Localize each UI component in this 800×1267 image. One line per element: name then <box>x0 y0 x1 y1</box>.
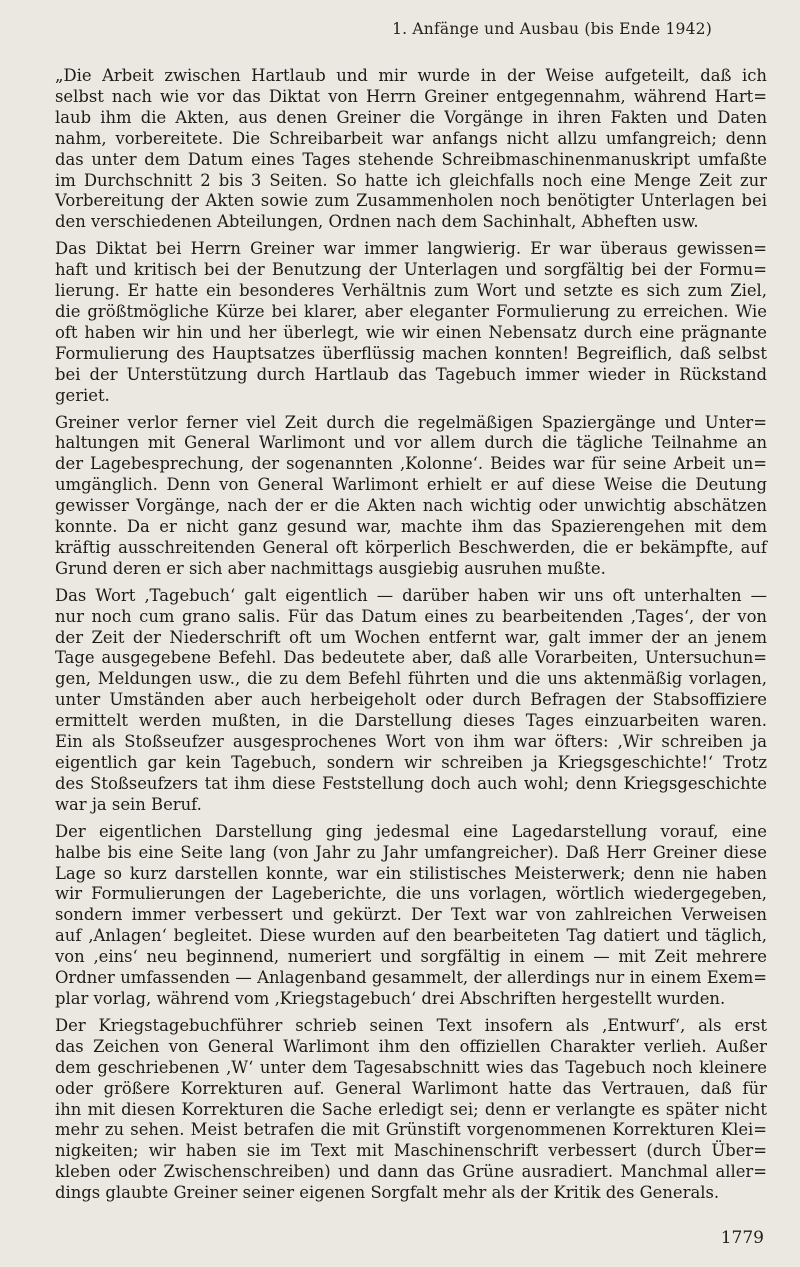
paragraph <box>55 239 767 406</box>
running-head: 1. Anfänge und Ausbau (bis Ende 1942) <box>392 20 712 38</box>
paragraph <box>55 822 767 1010</box>
text-line: Ein als Stoßseufzer ausgesprochenes Wort von ihm war öfters: ‚Wir schreiben ja <box>55 732 767 752</box>
text-line: Formulierung des Hauptsatzes überflüssig machen konnten! Begreiflich, daß selbst <box>55 343 767 363</box>
text-line: bei der Unterstützung durch Hartlaub das Tagebuch immer wieder in Rückstand <box>55 364 767 384</box>
page-number: 1779 <box>720 1228 764 1248</box>
text-line: oft haben wir hin und her überlegt, wie wir einen Nebensatz durch eine prägnante <box>55 322 767 342</box>
text-line: im Durchschnitt 2 bis 3 Seiten. So hatte ich gleichfalls noch eine Menge Zeit zur <box>55 170 767 190</box>
text-line: oder größere Korrekturen auf. General Warlimont hatte das Vertrauen, daß für <box>55 1078 767 1098</box>
body-text <box>55 66 767 1210</box>
paragraph <box>55 413 767 580</box>
text-line: gewisser Vorgänge, nach der er die Akten nach wichtig oder unwichtig abschätzen <box>55 496 767 516</box>
text-line: ermittelt werden mußten, in die Darstellung dieses Tages einzuarbeiten waren. <box>55 711 767 731</box>
text-line: nur noch cum grano salis. Für das Datum eines zu bearbeitenden ‚Tages‘, der von <box>55 606 767 626</box>
text-line: kleben oder Zwischenschreiben) und dann das Grüne ausradiert. Manchmal aller= <box>55 1162 767 1182</box>
text-line: geriet. <box>55 385 110 405</box>
text-line: Vorbereitung der Akten sowie zum Zusammenholen noch benötigter Unterlagen bei <box>55 191 767 211</box>
text-line: Das Diktat bei Herrn Greiner war immer langwierig. Er war überaus gewissen= <box>55 239 767 259</box>
text-line: selbst nach wie vor das Diktat von Herrn Greiner entgegennahm, während Hart= <box>55 86 767 106</box>
text-line: den verschiedenen Abteilungen, Ordnen nach dem Sachinhalt, Abheften usw. <box>55 212 699 232</box>
paragraph <box>55 586 767 816</box>
text-line: konnte. Da er nicht ganz gesund war, machte ihm das Spazierengehen mit dem <box>55 517 767 537</box>
text-line: sondern immer verbessert und gekürzt. Der Text war von zahlreichen Verweisen <box>55 905 767 925</box>
text-line: Tage ausgegebene Befehl. Das bedeutete aber, daß alle Vorarbeiten, Untersuchun= <box>55 648 767 668</box>
text-line: der Zeit der Niederschrift oft um Wochen entfernt war, galt immer der an jenem <box>55 627 767 647</box>
text-line: mehr zu sehen. Meist betrafen die mit Grünstift vorgenommenen Korrekturen Klei= <box>55 1120 767 1140</box>
text-line: der Lagebesprechung, der sogenannten ‚Kolonne‘. Beides war für seine Arbeit un= <box>55 454 767 474</box>
text-line: haft und kritisch bei der Benutzung der Unterlagen und sorgfältig bei der Formu= <box>55 260 767 280</box>
text-line: Das Wort ‚Tagebuch‘ galt eigentlich — darüber haben wir uns oft unterhalten — <box>55 585 767 605</box>
text-line: dings glaubte Greiner seiner eigenen Sorgfalt mehr als der Kritik des Generals. <box>55 1183 720 1203</box>
text-line: Grund deren er sich aber nachmittags ausgiebig ausruhen mußte. <box>55 558 606 578</box>
text-line: kräftig ausschreitenden General oft körperlich Beschwerden, die er bekämpfte, auf <box>55 537 767 557</box>
text-line: Lage so kurz darstellen konnte, war ein stilistisches Meisterwerk; denn nie haben <box>55 863 767 883</box>
text-line: Greiner verlor ferner viel Zeit durch die regelmäßigen Spaziergänge und Unter= <box>55 412 767 432</box>
text-line: laub ihm die Akten, aus denen Greiner die Vorgänge in ihren Fakten und Daten <box>55 107 767 127</box>
text-line: Der eigentlichen Darstellung ging jedesmal eine Lagedarstellung vorauf, eine <box>55 821 767 841</box>
text-line: war ja sein Beruf. <box>55 794 202 814</box>
text-line: des Stoßseufzers tat ihm diese Feststellung doch auch wohl; denn Kriegsgeschichte <box>55 773 767 793</box>
text-line: nigkeiten; wir haben sie im Text mit Maschinenschrift verbessert (durch Über= <box>55 1141 767 1161</box>
paragraph <box>55 1016 767 1204</box>
text-line: auf ‚Anlagen‘ begleitet. Diese wurden auf den bearbeiteten Tag datiert und täglich, <box>55 926 767 946</box>
bleed-through <box>60 44 64 60</box>
text-line: das Zeichen von General Warlimont ihm den offiziellen Charakter verlieh. Außer <box>55 1036 767 1056</box>
text-line: Der Kriegstagebuchführer schrieb seinen Text insofern als ‚Entwurf‘, als erst <box>55 1015 767 1035</box>
text-line: umgänglich. Denn von General Warlimont erhielt er auf diese Weise die Deutung <box>55 475 767 495</box>
text-line: wir Formulierungen der Lageberichte, die uns vorlagen, wörtlich wiedergegeben, <box>55 884 767 904</box>
text-line: von ‚eins‘ neu beginnend, numeriert und sorgfältig in einem — mit Zeit mehrere <box>55 947 767 967</box>
text-line: das unter dem Datum eines Tages stehende Schreibmaschinenmanuskript umfaßte <box>55 149 767 169</box>
text-line: halbe bis eine Seite lang (von Jahr zu Jahr umfangreicher). Daß Herr Greiner diese <box>55 842 767 862</box>
text-line: plar vorlag, während vom ‚Kriegstagebuch‘ drei Abschriften hergestellt wurden. <box>55 988 726 1008</box>
text-line: haltungen mit General Warlimont und vor allem durch die tägliche Teilnahme an <box>55 433 767 453</box>
text-line: dem geschriebenen ‚W‘ unter dem Tagesabschnitt wies das Tagebuch noch kleinere <box>55 1057 767 1077</box>
text-line: gen, Meldungen usw., die zu dem Befehl führten und die uns aktenmäßig vorlagen, <box>55 669 767 689</box>
paragraph <box>55 66 767 233</box>
text-line: nahm, vorbereitete. Die Schreibarbeit war anfangs nicht allzu umfangreich; denn <box>55 128 767 148</box>
text-line: ihn mit diesen Korrekturen die Sache erledigt sei; denn er verlangte es später nicht <box>55 1099 767 1119</box>
text-line: Ordner umfassenden — Anlagenband gesammelt, der allerdings nur in einem Exem= <box>55 968 767 988</box>
text-line: eigentlich gar kein Tagebuch, sondern wir schreiben ja Kriegsgeschichte!‘ Trotz <box>55 753 767 772</box>
text-line: unter Umständen aber auch herbeigeholt oder durch Befragen der Stabsoffiziere <box>55 690 767 710</box>
text-line: „Die Arbeit zwischen Hartlaub und mir wurde in der Weise aufgeteilt, daß ich <box>55 66 767 85</box>
text-line: die größtmögliche Kürze bei klarer, aber eleganter Formulierung zu erreichen. Wie <box>55 301 767 321</box>
text-line: lierung. Er hatte ein besonderes Verhältnis zum Wort und setzte es sich zum Ziel, <box>55 281 767 301</box>
